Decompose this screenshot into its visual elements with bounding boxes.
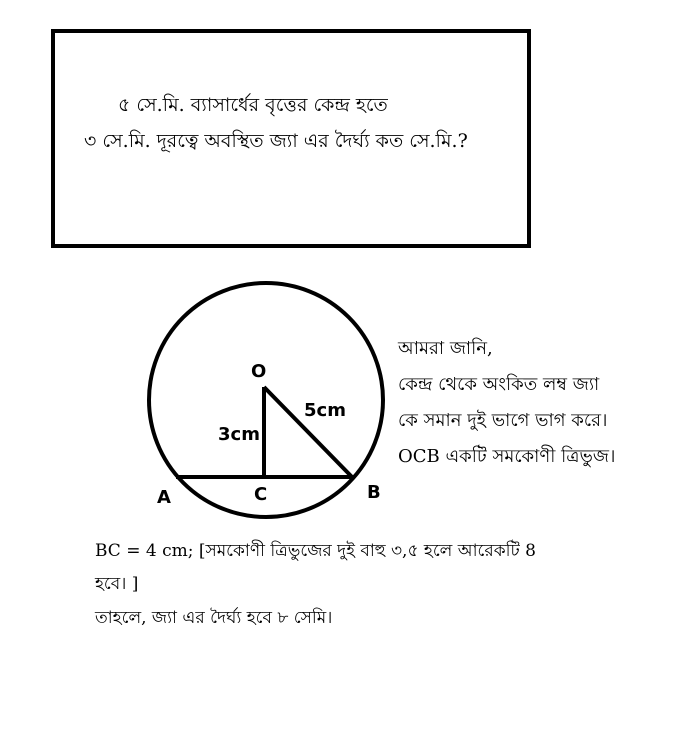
label-o: O bbox=[251, 361, 267, 382]
explanation-line-4: OCB একটি সমকোণী ত্রিভুজ। bbox=[398, 446, 616, 467]
question-line-2: ৩ সে.মি. দূরত্বে অবস্থিত জ্যা এর দৈর্ঘ্য কত সে.মি.? bbox=[84, 130, 468, 152]
explanation-line-1: আমরা জানি, bbox=[398, 338, 493, 359]
question-line-1: ৫ সে.মি. ব্যাসার্ধের বৃত্তের কেন্দ্র হতে bbox=[118, 94, 388, 116]
explanation-line-3: কে সমান দুই ভাগে ভাগ করে। bbox=[398, 410, 608, 431]
label-5cm: 5cm bbox=[304, 400, 346, 421]
label-c: C bbox=[254, 484, 268, 505]
explanation-line-2: কেন্দ্র থেকে অংকিত লম্ব জ্যা bbox=[398, 374, 600, 395]
label-3cm: 3cm bbox=[218, 424, 260, 445]
bottom-line-3: তাহলে, জ্যা এর দৈর্ঘ্য হবে ৮ সেমি। bbox=[95, 608, 333, 628]
label-b: B bbox=[367, 482, 381, 503]
bottom-line-2: হবে। ] bbox=[95, 574, 139, 594]
label-a: A bbox=[157, 487, 171, 508]
bottom-line-1: BC = 4 cm; [সমকোণী ত্রিভুজের দুই বাহু ৩,৫ হলে আরেকটি 8 bbox=[95, 541, 536, 561]
